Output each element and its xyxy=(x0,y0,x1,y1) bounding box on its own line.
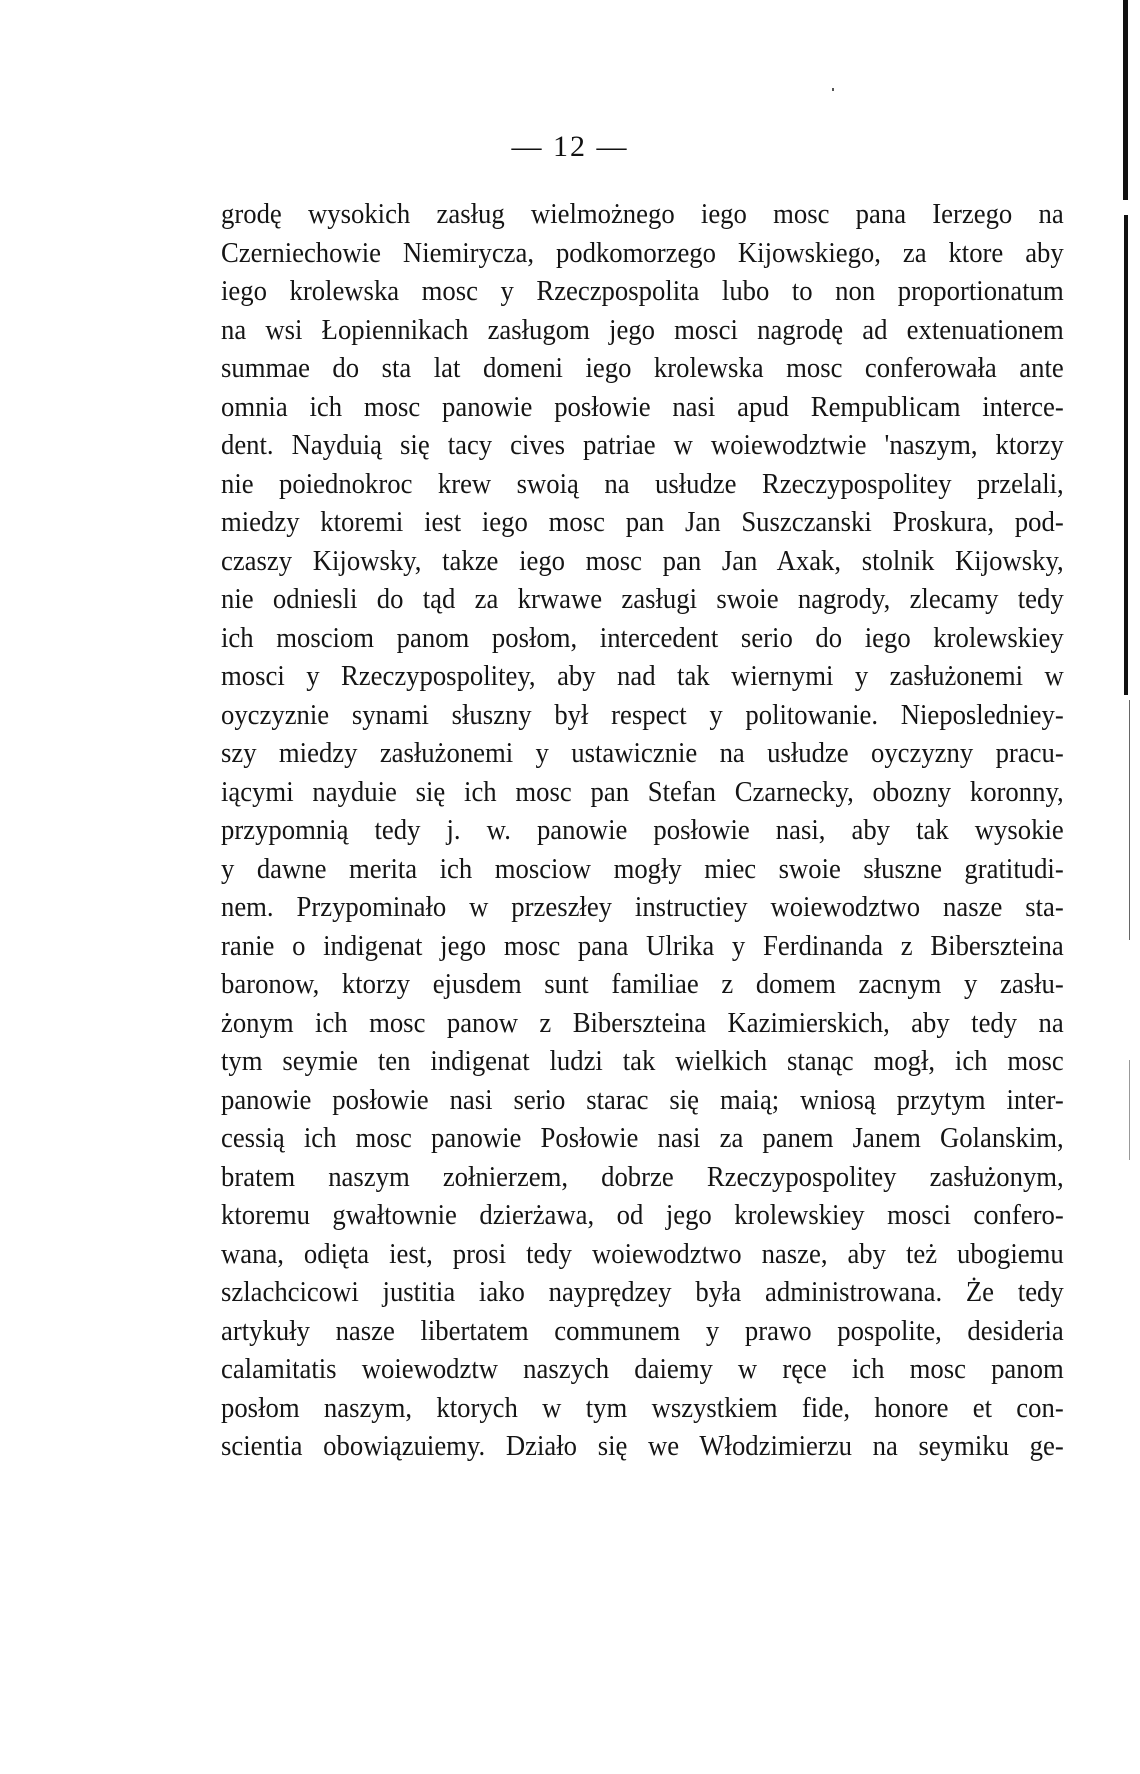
text-line: y dawne merita ich mosciow mogły miec swoie słuszne gratitudi- xyxy=(221,852,1064,885)
scan-edge-shadow xyxy=(1129,700,1130,940)
text-line: ich mosciom panom posłom, intercedent serio do iego krolewskiey xyxy=(221,621,1064,654)
text-line: cessią ich mosc panowie Posłowie nasi za panem Janem Golanskim, xyxy=(221,1122,1064,1154)
text-line: mosci y Rzeczypospolitey, aby nad tak wiernymi y zasłużonemi w xyxy=(221,660,1064,692)
text-line: wana, odięta iest, prosi tedy woiewodztwo nasze, aby też ubogiemu xyxy=(221,1237,1064,1270)
text-line: summae do sta lat domeni iego krolewska mosc conferowała ante xyxy=(221,352,1064,384)
text-line: scientia obowiązuiemy. Działo się we Włodzimierzu na seymiku ge- xyxy=(221,1430,1064,1462)
text-line: Czerniechowie Niemirycza, podkomorzego Kijowskiego, za ktore aby xyxy=(221,236,1064,269)
text-line: artykuły nasze libertatem communem y prawo pospolite, desideria xyxy=(221,1314,1064,1347)
text-line: panowie posłowie nasi serio starac się maią; wniosą przytym inter- xyxy=(221,1083,1064,1116)
text-line: na wsi Łopiennikach zasługom jego mosci nagrodę ad extenuationem xyxy=(221,313,1064,346)
text-line: ranie o indigenat jego mosc pana Ulrika y Ferdinanda z Bibersztеina xyxy=(221,929,1064,962)
text-line: iącymi nayduie się ich mosc pan Stefan Czarnecky, obozny koronny, xyxy=(221,775,1064,808)
body-text xyxy=(221,195,1064,1466)
text-line: baronow, ktorzy ejusdem sunt familiae z domem zacnym y zasłu- xyxy=(221,968,1064,1000)
text-line: szlachcicowi justitia iako nayprędzey była administrowana. Że tedy xyxy=(221,1276,1064,1308)
text-line: tym seymie ten indigenat ludzi tak wielkich stanąc mogł, ich mosc xyxy=(221,1045,1064,1077)
text-line: dent. Nayduią się tacy cives patriae w woiewodztwie 'naszym, ktorzy xyxy=(221,429,1064,461)
text-line: czaszy Kijowsky, takze iego mosc pan Jan Axak, stolnik Kijowsky, xyxy=(221,544,1064,577)
text-line: przypomnią tedy j. w. panowie posłowie nasi, aby tak wysokie xyxy=(221,814,1064,846)
text-line: iego krolewska mosc y Rzeczpospolita lubo to non proportionatum xyxy=(221,275,1064,307)
text-line: nie poiednokroc krew swoią na usłudze Rzeczypospolitey przelali, xyxy=(221,467,1064,500)
text-line: calamitatis woiewodztw naszych daiemy w ręce ich mosc panom xyxy=(221,1353,1064,1385)
scan-edge-shadow xyxy=(1129,1060,1130,1160)
text-line: oyczyznie synami słuszny był respect y politowanie. Nieposledniey- xyxy=(221,698,1064,731)
page-number: — 12 — xyxy=(511,130,629,163)
text-line: bratem naszym zołnierzem, dobrze Rzeczypospolitey zasłużonym, xyxy=(221,1160,1064,1193)
scan-edge-shadow xyxy=(1124,215,1128,695)
text-line: posłom naszym, ktorych w tym wszystkiem fide, honore et con- xyxy=(221,1391,1064,1424)
text-line: szy miedzy zasłużonemi y ustawicznie na usłudze oyczyzny pracu- xyxy=(221,737,1064,769)
text-line: miedzy ktoremi iest iego mosc pan Jan Suszczanski Proskura, pod- xyxy=(221,506,1064,538)
text-line: żonym ich mosc panow z Bibersztеina Kazimierskich, aby tedy na xyxy=(221,1006,1064,1039)
scan-speck xyxy=(832,88,834,91)
text-line: nem. Przypominało w przeszłey instructiey woiewodztwo nasze sta- xyxy=(221,891,1064,923)
text-line: nie odniesli do tąd za krwawe zasługi swoie nagrody, zlecamy tedy xyxy=(221,583,1064,615)
text-line: ktoremu gwałtownie dzierżawa, od jego krolewskiey mosci confero- xyxy=(221,1199,1064,1231)
text-line: grodę wysokich zasług wielmożnego iego mosc pana Ierzego na xyxy=(221,198,1064,230)
text-line: omnia ich mosc panowie posłowie nasi apud Rempublicam interce- xyxy=(221,390,1064,423)
scan-edge-shadow xyxy=(1123,0,1128,200)
